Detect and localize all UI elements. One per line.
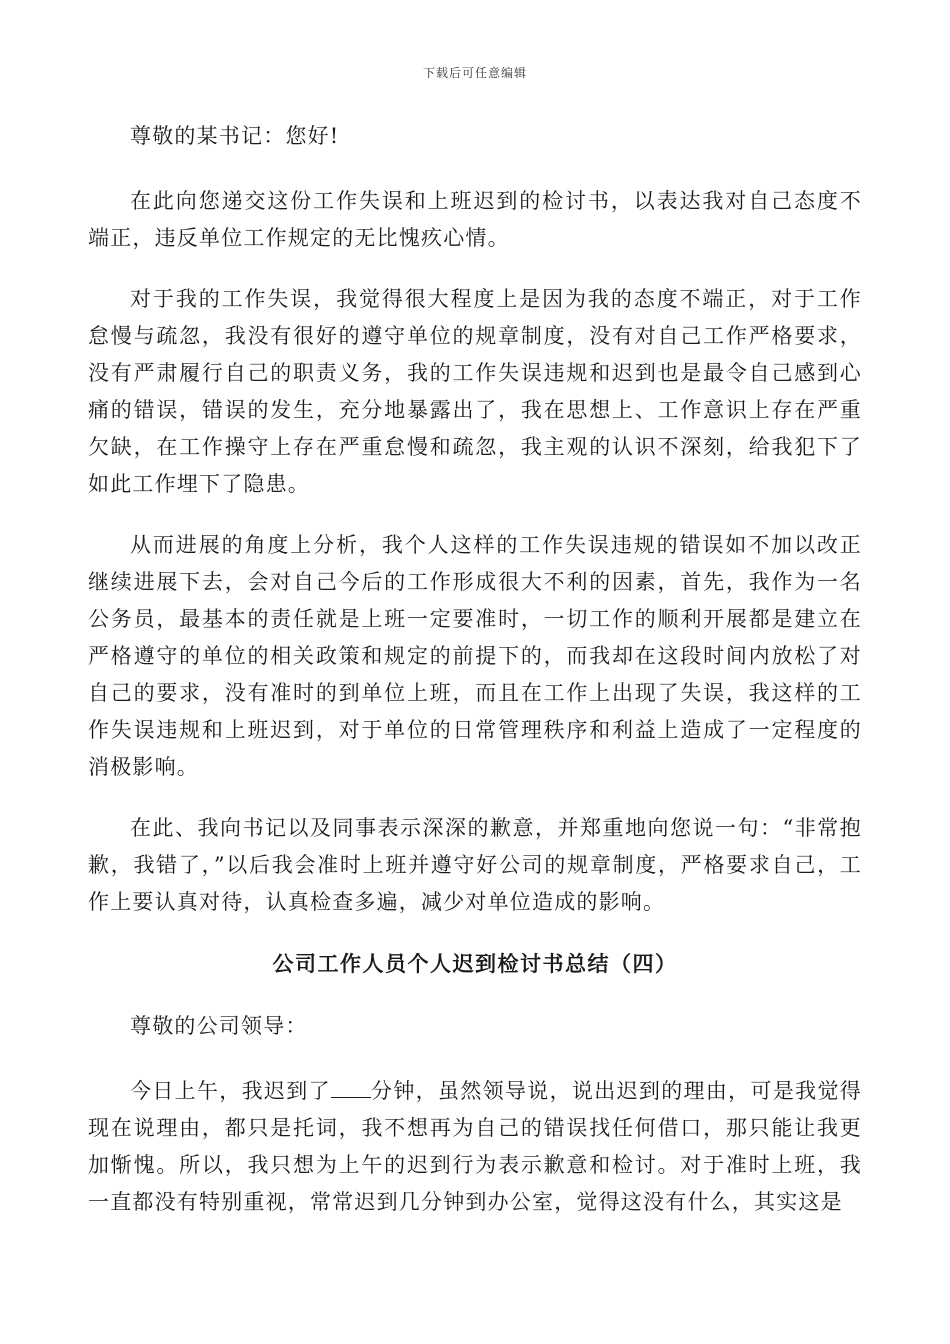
paragraph: 在此向您递交这份工作失误和上班迟到的检讨书，以表达我对自己态度不端正，违反单位工作规定的无比愧疚心情。	[88, 189, 862, 250]
paragraph-text: 分钟，虽然领导说，说出迟到的理由，可是我觉得现在说理由，都只是托词，我不想再为自己的错误找任何借口，那只能让我更加惭愧。所以，我只想为上午的迟到行为表示歉意和检讨。对于准时上班，我一直都没有特别重视，常常迟到几分钟到办公室，觉得这没有什么，其实这是	[88, 1079, 862, 1214]
salutation: 尊敬的公司领导：	[130, 1014, 308, 1038]
paragraph: 从而进展的角度上分析，我个人这样的工作失误违规的错误如不加以改正继续进展下去，会对自己今后的工作形成很大不利的因素，首先，我作为一名公务员，最基本的责任就是上班一定要准时，一切工作的顺利开展都是建立在严格遵守的单位的相关政策和规定的前提下的，而我却在这段时间内放松了对自己的要求，没有准时的到单位上班，而且在工作上出现了失误，我这样的工作失误违规和上班迟到，对于单位的日常管理秩序和利益上造成了一定程度的消极影响。	[88, 533, 862, 779]
paragraph	[88, 1073, 862, 1221]
paragraph: 对于我的工作失误，我觉得很大程度上是因为我的态度不端正，对于工作怠慢与疏忽，我没有很好的遵守单位的规章制度，没有对自己工作严格要求，没有严肃履行自己的职责义务，我的工作失误违规和迟到也是最令自己感到心痛的错误，错误的发生，充分地暴露出了，我在思想上、工作意识上存在严重欠缺，在工作操守上存在严重怠慢和疏忽，我主观的认识不深刻，给我犯下了如此工作埋下了隐患。	[88, 287, 862, 496]
header-note: 下载后可任意编辑	[422, 66, 527, 80]
document-body	[88, 118, 862, 1245]
paragraph: 在此、我向书记以及同事表示深深的歉意，并郑重地向您说一句：“非常抱歉，我错了，”以后我会准时上班并遵守好公司的规章制度，严格要求自己，工作上要认真对待，认真检查多遍，减少对单位造成的影响。	[88, 816, 862, 914]
paragraph-text: 今日上午，我迟到了	[130, 1079, 331, 1103]
fill-in-blank	[331, 1075, 371, 1098]
section-title: 公司工作人员个人迟到检讨书总结（四）	[272, 951, 678, 976]
salutation: 尊敬的某书记：您好!	[130, 124, 340, 148]
